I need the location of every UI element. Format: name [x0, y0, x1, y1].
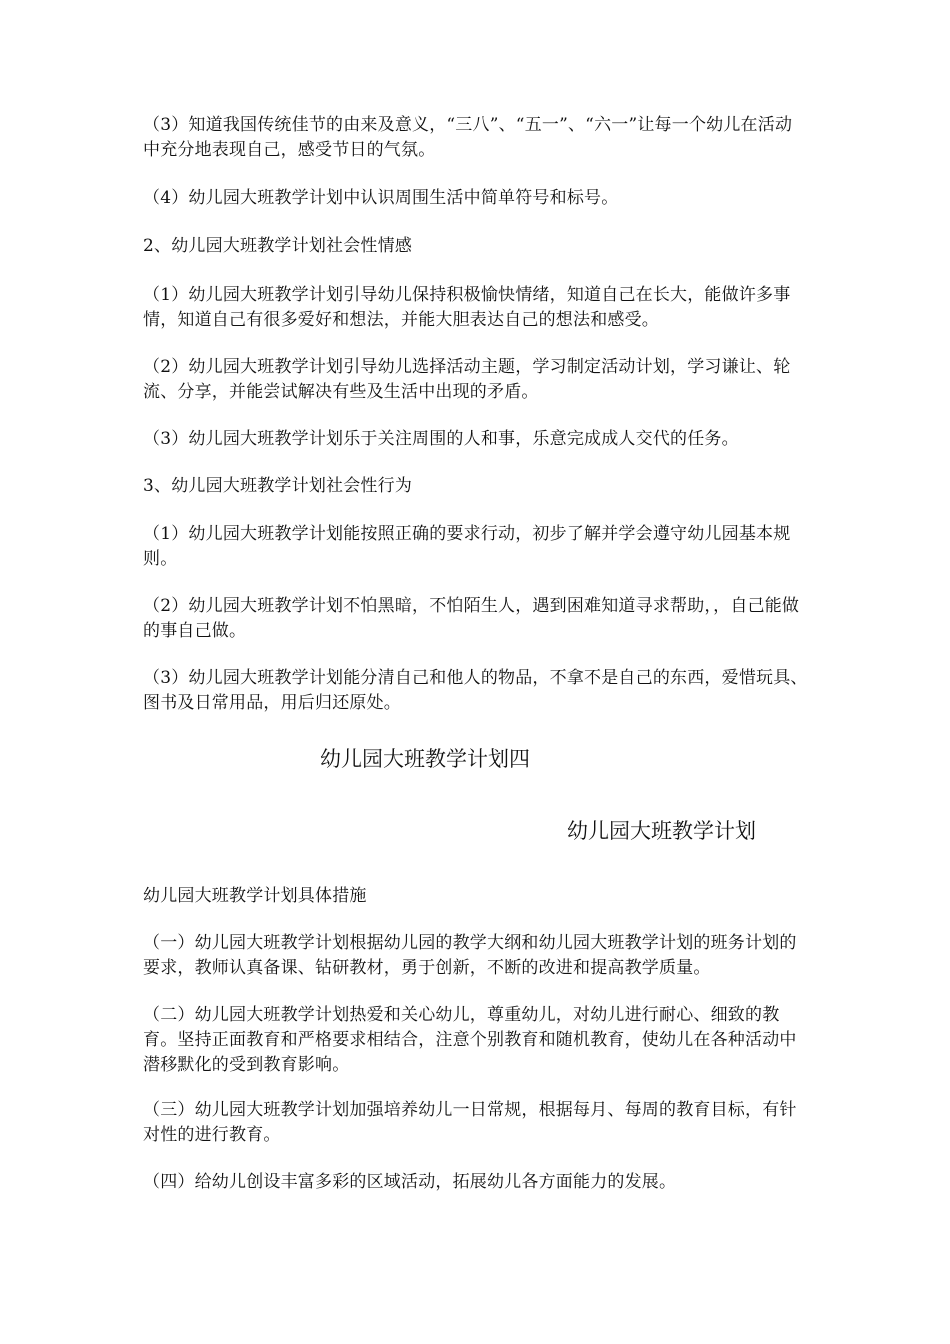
paragraph-measure-four: （四）给幼儿创设丰富多彩的区域活动，拓展幼儿各方面能力的发展。 [143, 1172, 677, 1192]
paragraph-attention-people: （3）幼儿园大班教学计划乐于关注周围的人和事，乐意完成成人交代的任务。 [143, 429, 739, 449]
paragraph-measure-two: （二）幼儿园大班教学计划热爱和关心幼儿，尊重幼儿，对幼儿进行耐心、细致的教育。坚持正面教育和严格要求相结合，注意个别教育和随机教育，使幼儿在各种活动中潜移默化的受到教育影响。 [143, 1005, 797, 1075]
paragraph-belongings: （3）幼儿园大班教学计划能分清自己和他人的物品，不拿不是自己的东西，爱惜玩具、图书及日常用品，用后归还原处。 [143, 668, 808, 713]
paragraph-specific-measures: 幼儿园大班教学计划具体措施 [143, 886, 367, 906]
paragraph-positive-mood: （1）幼儿园大班教学计划引导幼儿保持积极愉快情绪，知道自己在长大，能做许多事情，知道自己有很多爱好和想法，并能大胆表达自己的想法和感受。 [143, 285, 791, 330]
document-heading-plan: 幼儿园大班教学计划 [567, 819, 756, 843]
section-heading-social-behavior: 3、幼儿园大班教学计划社会性行为 [143, 476, 413, 496]
paragraph-not-afraid: （2）幼儿园大班教学计划不怕黑暗，不怕陌生人，遇到困难知道寻求帮助，，自己能做的事自己做。 [143, 596, 800, 641]
paragraph-measure-three: （三）幼儿园大班教学计划加强培养幼儿一日常规，根据每月、每周的教育目标，有针对性的进行教育。 [143, 1100, 797, 1145]
paragraph-activity-theme: （2）幼儿园大班教学计划引导幼儿选择活动主题，学习制定活动计划，学习谦让、轮流、分享，并能尝试解决有些及生活中出现的矛盾。 [143, 357, 791, 402]
paragraph-symbols: （4）幼儿园大班教学计划中认识周围生活中简单符号和标号。 [143, 188, 619, 208]
section-heading-social-emotion: 2、幼儿园大班教学计划社会性情感 [143, 236, 413, 256]
document-heading-plan-four: 幼儿园大班教学计划四 [320, 747, 530, 771]
paragraph-measure-one: （一）幼儿园大班教学计划根据幼儿园的教学大纲和幼儿园大班教学计划的班务计划的要求，教师认真备课、钻研教材，勇于创新，不断的改进和提高教学质量。 [143, 933, 797, 978]
paragraph-festival-meaning: （3）知道我国传统佳节的由来及意义，“三八”、“五一”、“六一”让每一个幼儿在活动中充分地表现自己，感受节日的气氛。 [143, 115, 793, 160]
paragraph-follow-rules: （1）幼儿园大班教学计划能按照正确的要求行动，初步了解并学会遵守幼儿园基本规则。 [143, 524, 791, 569]
